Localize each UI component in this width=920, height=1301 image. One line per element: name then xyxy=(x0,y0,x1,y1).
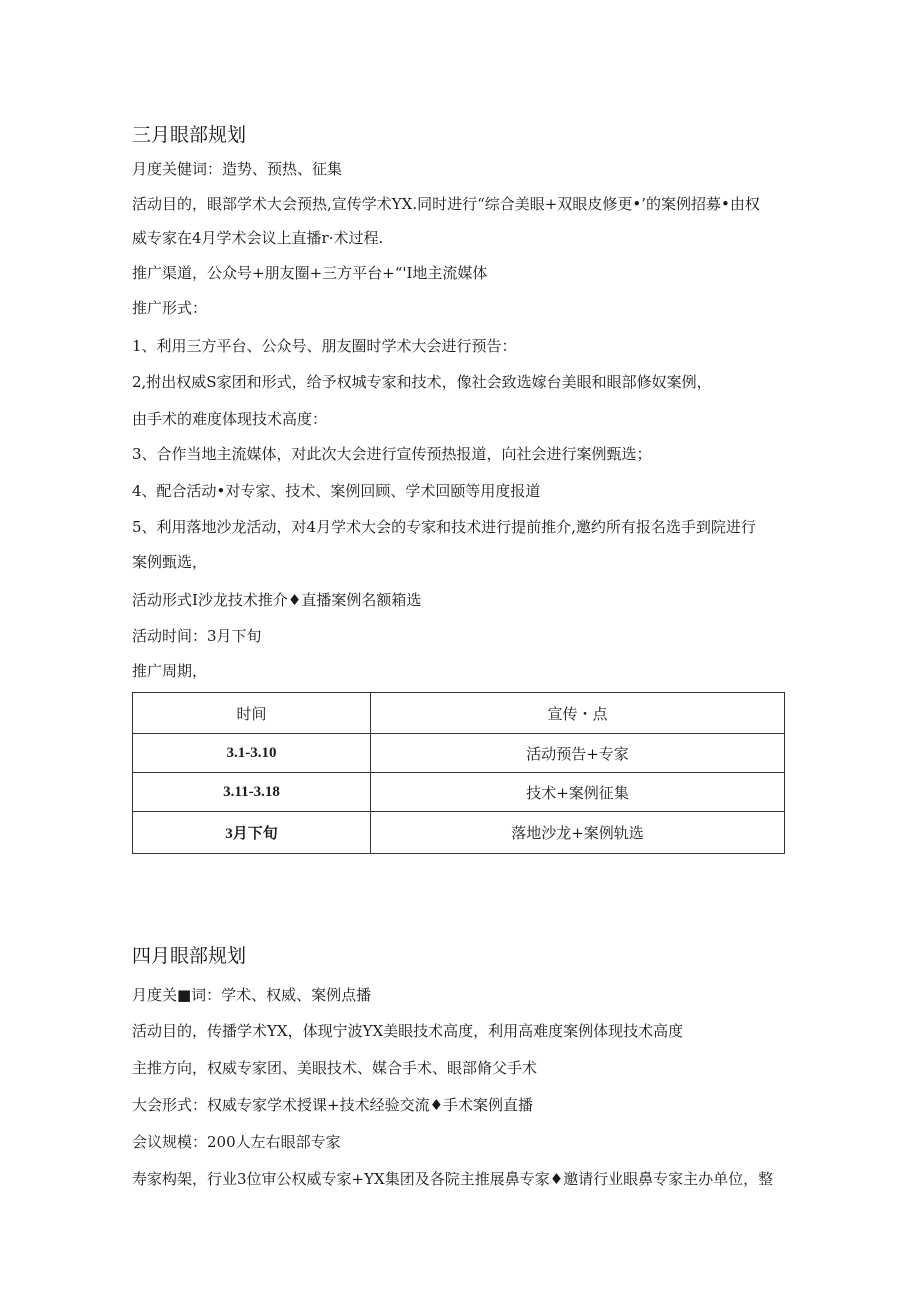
april-structure: 寿家构架，行业3位审公权威专家+YX集团及各院主推展鼻专家♦邀请行业眼鼻专家主办单位，整 xyxy=(132,1170,774,1188)
march-activity-time: 活动时间：3月下旬 xyxy=(132,627,262,645)
march-cycle-heading: 推广周期， xyxy=(132,662,208,680)
table-row xyxy=(133,734,785,773)
march-item-5-line1: 5、利用落地沙龙活动，对4月学术大会的专家和技术进行提前推介,邀约所有报名选手到院进行 xyxy=(132,518,756,536)
april-scale: 会议规模：200人左右眼部专家 xyxy=(132,1133,341,1151)
march-item-2-line2: 由手术的难度体现技术高度： xyxy=(132,410,328,428)
table-cell-focus: 技术+案例征集 xyxy=(371,773,785,812)
promotion-cycle-table xyxy=(132,692,785,854)
april-direction: 主推方向，权威专家团、美眼技术、媒合手术、眼部脩父手术 xyxy=(132,1059,538,1077)
table-header-focus: 宣传・点 xyxy=(371,693,785,734)
table-cell-time: 3.1-3.10 xyxy=(133,734,371,773)
march-section-title: 三月眼部规划 xyxy=(132,124,247,146)
march-item-2-line1: 2,拊出权威S家团和形式，给予权城专家和技术，像社会致选嫁台美眼和眼部修奴案例， xyxy=(132,373,712,391)
table-row xyxy=(133,773,785,812)
table-cell-time: 3.11-3.18 xyxy=(133,773,371,812)
table-header-row xyxy=(133,693,785,734)
april-conference-form: 大会形式：权威专家学术授课+技术经验交流♦手术案例直播 xyxy=(132,1096,534,1114)
march-item-3: 3、合作当地主流媒体，对此次大会进行宣传预热报道，向社会进行案例甄选； xyxy=(132,445,652,463)
table-cell-focus: 活动预告+专家 xyxy=(371,734,785,773)
march-item-4: 4、配合活动•对专家、技术、案例回顾、学术回颐等用度报道 xyxy=(132,482,541,500)
march-item-5-line2: 案例甄选， xyxy=(132,553,208,571)
table-header-time: 时间 xyxy=(133,693,371,734)
april-purpose: 活动目的，传播学术YX，体现宁波YX美眼技术高度，利用高难度案例体现技术高度 xyxy=(132,1022,684,1040)
table-row xyxy=(133,812,785,854)
april-section-title: 四月眼部规划 xyxy=(132,945,247,967)
march-channels: 推广渠道，公众号+朋友圈+三方平台+“'I地主流媒体 xyxy=(132,264,488,282)
march-keywords: 月度关健词：造势、预热、征集 xyxy=(132,160,343,178)
march-purpose-line2: 威专家在4月学术会议上直播r·术过程. xyxy=(132,229,384,247)
march-form-heading: 推广形式： xyxy=(132,299,208,317)
march-purpose-line1: 活动目的，眼部学术大会预热,宣传学术YX.同时进行“综合美眼+双眼皮修更•’的案例招募•由权 xyxy=(132,195,760,213)
march-activity-form: 活动形式I沙龙技术推介♦直播案例名额箱选 xyxy=(132,591,422,609)
table-cell-time: 3月下旬 xyxy=(133,812,371,854)
april-keywords: 月度关■词：学术、权威、案例点播 xyxy=(132,986,372,1004)
march-item-1: 1、利用三方平台、公众号、朋友圈时学术大会进行预告： xyxy=(132,337,517,355)
table-cell-focus: 落地沙龙+案例轨选 xyxy=(371,812,785,854)
